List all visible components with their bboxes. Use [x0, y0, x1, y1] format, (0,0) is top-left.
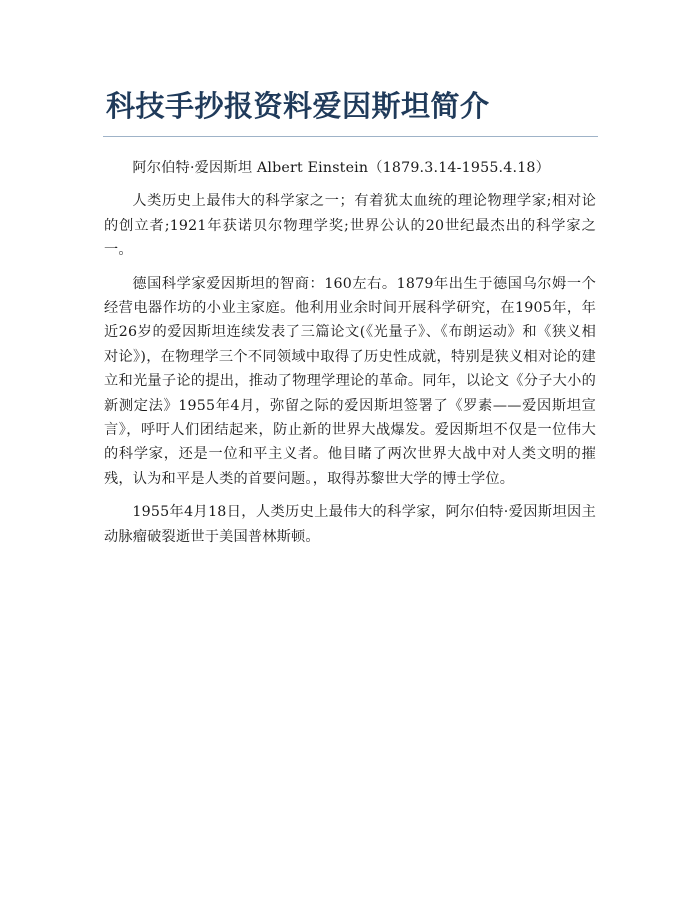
document-body: [104, 156, 596, 558]
paragraph-name-dates: 阿尔伯特·爱因斯坦 Albert Einstein（1879.3.14-1955.4.18）: [132, 160, 551, 176]
paragraph-death: 1955年4月18日，人类历史上最伟大的科学家，阿尔伯特·爱因斯坦因主动脉瘤破裂逝世于美国普林斯顿。: [104, 504, 596, 545]
title-divider: [103, 136, 598, 137]
paragraph-summary: 人类历史上最伟大的科学家之一；有着犹太血统的理论物理学家;相对论的创立者;1921年获诺贝尔物理学奖;世界公认的20世纪最杰出的科学家之一。: [104, 193, 596, 259]
document-title: 科技手抄报资料爱因斯坦简介: [106, 89, 490, 123]
paragraph-biography: 德国科学家爱因斯坦的智商：160左右。1879年出生于德国乌尔姆一个经营电器作坊的小业主家庭。他利用业余时间开展科学研究，在1905年，年近26岁的爱因斯坦连续发表了三篇论文(《光量子》、《布朗运动》和《狭义相对论》)，在物理学三个不同领域中取得了历史性成就，特别是狭义相对论的建立和光量子论的提出，推动了物理学理论的革命。同年，以论文《分子大小的新测定法》1955年4月，弥留之际的爱因斯坦签署了《罗素——爱因斯坦宣言》，呼吁人们团结起来，防止新的世界大战爆发。爱因斯坦不仅是一位伟大的科学家，还是一位和平主义者。他目睹了两次世界大战中对人类文明的摧残，认为和平是人类的首要问题。，取得苏黎世大学的博士学位。: [104, 275, 596, 487]
